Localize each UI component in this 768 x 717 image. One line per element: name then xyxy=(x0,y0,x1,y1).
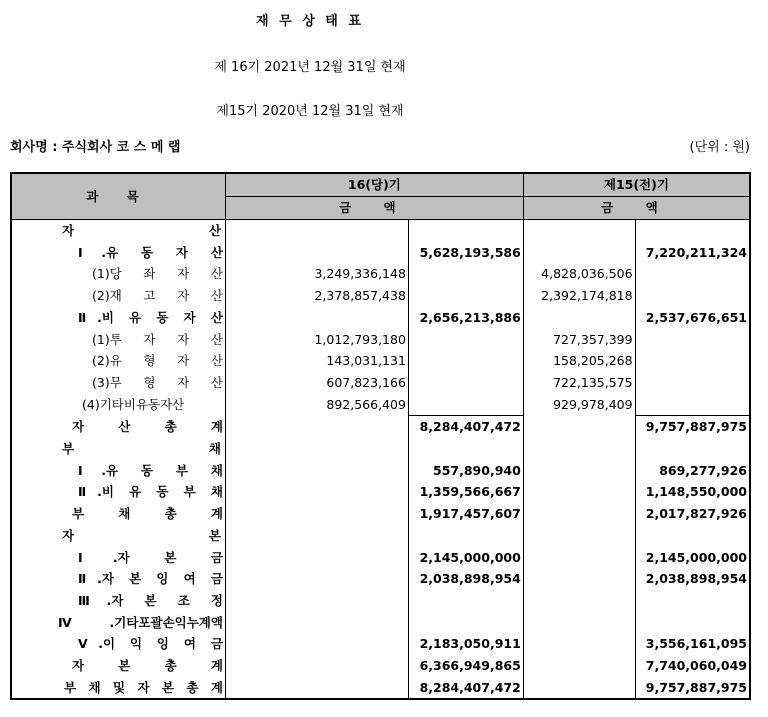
amount-cell-b: 8,284,407,472 xyxy=(408,416,523,438)
amount-cell-c xyxy=(523,307,635,329)
amount-cell-a xyxy=(225,481,408,503)
amount-cell-c xyxy=(523,612,635,634)
table-row xyxy=(11,633,750,655)
amount-cell-c xyxy=(523,438,635,460)
amount-cell-a xyxy=(225,503,408,525)
amount-cell-c xyxy=(523,547,635,569)
row-label: Ⅰ.유 동 자 산 xyxy=(11,242,225,264)
row-label: 자 본 총 계 xyxy=(11,655,225,677)
amount-cell-a xyxy=(225,633,408,655)
row-label: Ⅰ.자 본 금 xyxy=(11,547,225,569)
amount-cell-b: 2,656,213,886 xyxy=(408,307,523,329)
amount-cell-d xyxy=(635,263,750,285)
row-label: 자 산 xyxy=(11,220,225,242)
amount-cell-a: 143,031,131 xyxy=(225,350,408,372)
unit-label: (단위 : 원) xyxy=(689,140,750,155)
amount-cell-a xyxy=(225,677,408,700)
amount-cell-c xyxy=(523,590,635,612)
amount-cell-d: 7,740,060,049 xyxy=(635,655,750,677)
amount-cell-a xyxy=(225,655,408,677)
amount-cell-b xyxy=(408,285,523,307)
amount-cell-d: 869,277,926 xyxy=(635,460,750,482)
amount-cell-c xyxy=(523,655,635,677)
row-label: Ⅴ.이 익 잉 여 금 xyxy=(11,633,225,655)
amount-cell-d xyxy=(635,438,750,460)
amount-cell-b xyxy=(408,263,523,285)
amount-cell-d: 9,757,887,975 xyxy=(635,677,750,700)
header-subject: 과 목 xyxy=(11,173,225,220)
amount-cell-c xyxy=(523,416,635,438)
header-current-period: 16(당)기 xyxy=(225,173,523,197)
table-row xyxy=(11,438,750,460)
amount-cell-a: 892,566,409 xyxy=(225,394,408,416)
amount-cell-d: 9,757,887,975 xyxy=(635,416,750,438)
amount-cell-d: 3,556,161,095 xyxy=(635,633,750,655)
row-label: Ⅱ.비 유 동 부 채 xyxy=(11,481,225,503)
company-name: 회사명 : 주식회사 코 스 메 랩 xyxy=(10,140,181,155)
table-row xyxy=(11,329,750,351)
table-row xyxy=(11,416,750,438)
amount-cell-d xyxy=(635,329,750,351)
amount-cell-a xyxy=(225,547,408,569)
amount-cell-d xyxy=(635,394,750,416)
row-label: Ⅳ.기타포괄손익누계액 xyxy=(11,612,225,634)
amount-cell-c xyxy=(523,525,635,547)
row-label: 자 본 xyxy=(11,525,225,547)
amount-cell-c xyxy=(523,242,635,264)
table-row xyxy=(11,460,750,482)
amount-cell-b xyxy=(408,438,523,460)
amount-cell-b xyxy=(408,590,523,612)
amount-cell-b xyxy=(408,329,523,351)
amount-cell-c: 2,392,174,818 xyxy=(523,285,635,307)
amount-cell-a xyxy=(225,590,408,612)
row-label: 자 산 총 계 xyxy=(11,416,225,438)
table-row xyxy=(11,655,750,677)
header-prior-period: 제15(전)기 xyxy=(523,173,750,197)
table-row xyxy=(11,503,750,525)
table-row xyxy=(11,263,750,285)
amount-cell-c xyxy=(523,481,635,503)
amount-cell-c: 158,205,268 xyxy=(523,350,635,372)
amount-cell-a xyxy=(225,220,408,242)
table-body xyxy=(11,220,750,700)
amount-cell-a: 3,249,336,148 xyxy=(225,263,408,285)
row-label: (3)무 형 자 산 xyxy=(11,372,225,394)
amount-cell-a xyxy=(225,307,408,329)
amount-cell-b xyxy=(408,612,523,634)
period-current: 제 16기 2021년 12월 31일 현재 xyxy=(214,60,406,75)
amount-cell-b xyxy=(408,372,523,394)
amount-cell-d: 2,145,000,000 xyxy=(635,547,750,569)
row-label: (1)투 자 자 산 xyxy=(11,329,225,351)
amount-cell-d xyxy=(635,525,750,547)
amount-cell-b: 6,366,949,865 xyxy=(408,655,523,677)
amount-cell-c xyxy=(523,568,635,590)
amount-cell-d: 1,148,550,000 xyxy=(635,481,750,503)
amount-cell-b: 2,038,898,954 xyxy=(408,568,523,590)
table-row xyxy=(11,242,750,264)
period-prior: 제15기 2020년 12월 31일 현재 xyxy=(216,104,404,119)
amount-cell-a xyxy=(225,416,408,438)
table-row xyxy=(11,568,750,590)
amount-cell-a xyxy=(225,568,408,590)
amount-cell-c xyxy=(523,633,635,655)
row-label: Ⅱ.자 본 잉 여 금 xyxy=(11,568,225,590)
amount-cell-a xyxy=(225,525,408,547)
header-prior-amount: 금 액 xyxy=(523,197,750,220)
amount-cell-d xyxy=(635,612,750,634)
amount-cell-d: 2,537,676,651 xyxy=(635,307,750,329)
amount-cell-d: 2,038,898,954 xyxy=(635,568,750,590)
amount-cell-c: 4,828,036,506 xyxy=(523,263,635,285)
table-row xyxy=(11,547,750,569)
amount-cell-b xyxy=(408,220,523,242)
amount-cell-a: 607,823,166 xyxy=(225,372,408,394)
row-label: (4)기타비유동자산 xyxy=(11,394,225,416)
row-label: 부 채 총 계 xyxy=(11,503,225,525)
amount-cell-a xyxy=(225,438,408,460)
amount-cell-b: 5,628,193,586 xyxy=(408,242,523,264)
row-label: (2)재 고 자 산 xyxy=(11,285,225,307)
amount-cell-a: 1,012,793,180 xyxy=(225,329,408,351)
amount-cell-b: 8,284,407,472 xyxy=(408,677,523,700)
amount-cell-a xyxy=(225,242,408,264)
amount-cell-b xyxy=(408,350,523,372)
table-row xyxy=(11,525,750,547)
table-row xyxy=(11,285,750,307)
row-label: Ⅰ.유 동 부 채 xyxy=(11,460,225,482)
table-row xyxy=(11,350,750,372)
row-label: 부 채 xyxy=(11,438,225,460)
table-row xyxy=(11,372,750,394)
amount-cell-c xyxy=(523,220,635,242)
amount-cell-c: 929,978,409 xyxy=(523,394,635,416)
amount-cell-a xyxy=(225,460,408,482)
amount-cell-c xyxy=(523,677,635,700)
table-row xyxy=(11,590,750,612)
table-row xyxy=(11,220,750,242)
amount-cell-d xyxy=(635,590,750,612)
table-row xyxy=(11,612,750,634)
row-label: Ⅱ.비 유 동 자 산 xyxy=(11,307,225,329)
table-row xyxy=(11,307,750,329)
amount-cell-b: 557,890,940 xyxy=(408,460,523,482)
row-label: (2)유 형 자 산 xyxy=(11,350,225,372)
amount-cell-b xyxy=(408,525,523,547)
amount-cell-a: 2,378,857,438 xyxy=(225,285,408,307)
table-row xyxy=(11,677,750,700)
amount-cell-d xyxy=(635,285,750,307)
amount-cell-b: 2,145,000,000 xyxy=(408,547,523,569)
document-title: 재 무 상 태 표 xyxy=(256,14,364,29)
amount-cell-c: 727,357,399 xyxy=(523,329,635,351)
amount-cell-b: 2,183,050,911 xyxy=(408,633,523,655)
amount-cell-a xyxy=(225,612,408,634)
amount-cell-d: 7,220,211,324 xyxy=(635,242,750,264)
amount-cell-d xyxy=(635,350,750,372)
amount-cell-b xyxy=(408,394,523,416)
header-current-amount: 금 액 xyxy=(225,197,523,220)
row-label: (1)당 좌 자 산 xyxy=(11,263,225,285)
row-label: Ⅲ.자 본 조 정 xyxy=(11,590,225,612)
row-label: 부 채 및 자 본 총 계 xyxy=(11,677,225,700)
amount-cell-b: 1,917,457,607 xyxy=(408,503,523,525)
amount-cell-c xyxy=(523,503,635,525)
amount-cell-c: 722,135,575 xyxy=(523,372,635,394)
table-row xyxy=(11,481,750,503)
amount-cell-d xyxy=(635,220,750,242)
amount-cell-d: 2,017,827,926 xyxy=(635,503,750,525)
amount-cell-c xyxy=(523,460,635,482)
amount-cell-d xyxy=(635,372,750,394)
balance-sheet-table xyxy=(10,172,751,700)
amount-cell-b: 1,359,566,667 xyxy=(408,481,523,503)
table-row xyxy=(11,394,750,416)
